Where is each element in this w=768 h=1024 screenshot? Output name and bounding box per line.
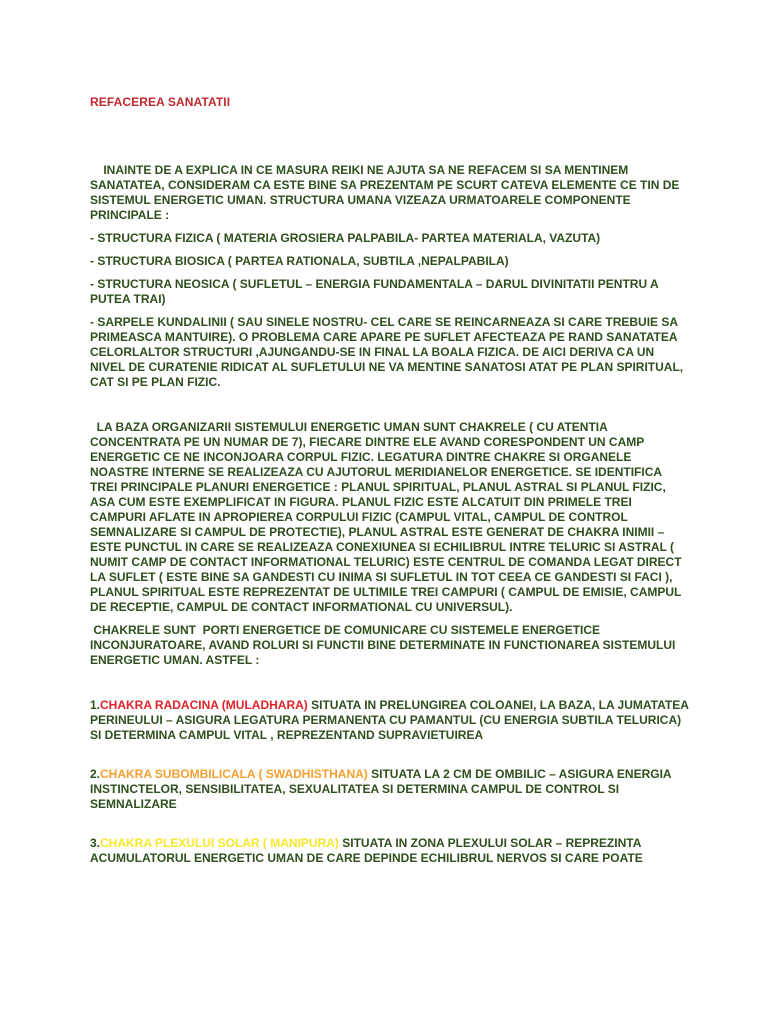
intro-paragraph: INAINTE DE A EXPLICA IN CE MASURA REIKI NE AJUTA SA NE REFACEM SI SA MENTINEM SANATATEA, CONSIDERAM CA ESTE BINE SA PREZENTAM PE SCURT CATEVA ELEMENTE CE TIN DE SISTEMUL ENERGETIC UMAN. STRUCTURA UMANA VIZEAZA URMATOARELE COMPONENTE PRINCIPALE : xyxy=(90,163,683,222)
structure-item-kundalini: - SARPELE KUNDALINII ( SAU SINELE NOSTRU- CEL CARE SE REINCARNEAZA SI CARE TREBUIE SA PRIMEASCA MANTUIRE). O PROBLEMA CARE APARE PE SUFLET AFECTEAZA PE RAND SANATATEA CELORLALTOR STRUCTURI ,AJUNGANDU-SE IN FINAL LA BOALA FIZICA. DE AICI DERIVA CA UN NIVEL DE CURATENIE RIDICAT AL SUFLETULUI NE VA MENTINE SANATOSI ATAT PE PLAN SPIRITUAL, CAT SI PE PLAN FIZIC. xyxy=(90,315,684,389)
document-title: REFACEREA SANATATII xyxy=(90,95,231,109)
structure-item-physical: - STRUCTURA FIZICA ( MATERIA GROSIERA PALPABILA- PARTEA MATERIALA, VAZUTA) xyxy=(90,231,601,245)
chakra-description: SITUATA LA 2 CM DE OMBILIC – ASIGURA ENERGIA INSTINCTELOR, SENSIBILITATEA, SEXUALITATEA SI DETERMINA CAMPUL DE CONTROL SI SEMNALIZARE xyxy=(90,767,672,811)
chakra-name: CHAKRA SUBOMBILICALA ( SWADHISTHANA) xyxy=(100,767,368,781)
ports-paragraph: CHAKRELE SUNT PORTI ENERGETICE DE COMUNICARE CU SISTEMELE ENERGETICE INCONJURATOARE, AVAND ROLURI SI FUNCTII BINE DETERMINATE IN FUNCTIONAREA SISTEMULUI ENERGETIC UMAN. ASTFEL : xyxy=(90,623,679,667)
chakra-description: SITUATA IN ZONA PLEXULUI SOLAR – REPREZINTA ACUMULATORUL ENERGETIC UMAN DE CARE DEPINDE ECHILIBRUL NERVOS SI CARE POATE xyxy=(90,836,643,865)
chakra-number: 3. xyxy=(90,836,101,850)
chakra-description: SITUATA IN PRELUNGIREA COLOANEI, LA BAZA, LA JUMATATEA PERINEULUI – ASIGURA LEGATURA PERMANENTA CU PAMANTUL (CU ENERGIA SUBTILA TELURICA) SI DETERMINA CAMPUL VITAL , REPREZENTAND SUPRAVIETUIREA xyxy=(90,698,689,742)
chakras-paragraph: LA BAZA ORGANIZARII SISTEMULUI ENERGETIC UMAN SUNT CHAKRELE ( CU ATENTIA CONCENTRATA PE UN NUMAR DE 7), FIECARE DINTRE ELE AVAND CORESPONDENT UN CAMP ENERGETIC CE NE INCONJOARA CORPUL FIZIC. LEGATURA DINTRE CHAKRE SI ORGANELE NOASTRE INTERNE SE REALIZEAZA CU AJUTORUL MERIDIANELOR ENERGETICE. SE IDENTIFICA TREI PRINCIPALE PLANURI ENERGETICE : PLANUL SPIRITUAL, PLANUL ASTRAL SI PLANUL FIZIC, ASA CUM ESTE EXEMPLIFICAT IN FIGURA. PLANUL FIZIC ESTE ALCATUIT DIN PRIMELE TREI CAMPURI AFLATE IN APROPIEREA CORPULUI FIZIC (CAMPUL VITAL, CAMPUL DE CONTROL SEMNALIZARE SI CAMPUL DE PROTECTIE), PLANUL ASTRAL ESTE GENERAT DE CHAKRA INIMII – ESTE PUNCTUL IN CARE SE REALIZEAZA CONEXIUNEA SI ECHILIBRUL INTRE TELURIC SI ASTRAL ( NUMIT CAMP DE CONTACT INFORMATIONAL TELURIC) ESTE CENTRUL DE COMANDA LEGAT DIRECT LA SUFLET ( ESTE BINE SA GANDESTI CU INIMA SI SUFLETUL IN TOT CEEA CE GANDESTI SI FACI ), PLANUL SPIRITUAL ESTE REPREZENTAT DE ULTIMILE TREI CAMPURI ( CAMPUL DE EMISIE, CAMPUL DE RECEPTIE, CAMPUL DE CONTACT INFORMATIONAL CU UNIVERSUL). xyxy=(90,420,685,614)
chakra-number: 2. xyxy=(90,767,101,781)
structure-item-biosic: - STRUCTURA BIOSICA ( PARTEA RATIONALA, SUBTILA ,NEPALPABILA) xyxy=(90,254,509,268)
chakra-name: CHAKRA RADACINA (MULADHARA) xyxy=(100,698,308,712)
chakra-name: CHAKRA PLEXULUI SOLAR ( MANIPURA) xyxy=(100,836,339,850)
chakra-item-3 xyxy=(90,836,690,866)
chakra-item-2 xyxy=(90,767,690,812)
structure-item-neosic: - STRUCTURA NEOSICA ( SUFLETUL – ENERGIA FUNDAMENTALA – DARUL DIVINITATII PENTRU A PUTEA TRAI) xyxy=(90,277,659,306)
chakra-number: 1. xyxy=(90,698,101,712)
document-page xyxy=(90,95,690,874)
chakra-item-1 xyxy=(90,698,690,743)
